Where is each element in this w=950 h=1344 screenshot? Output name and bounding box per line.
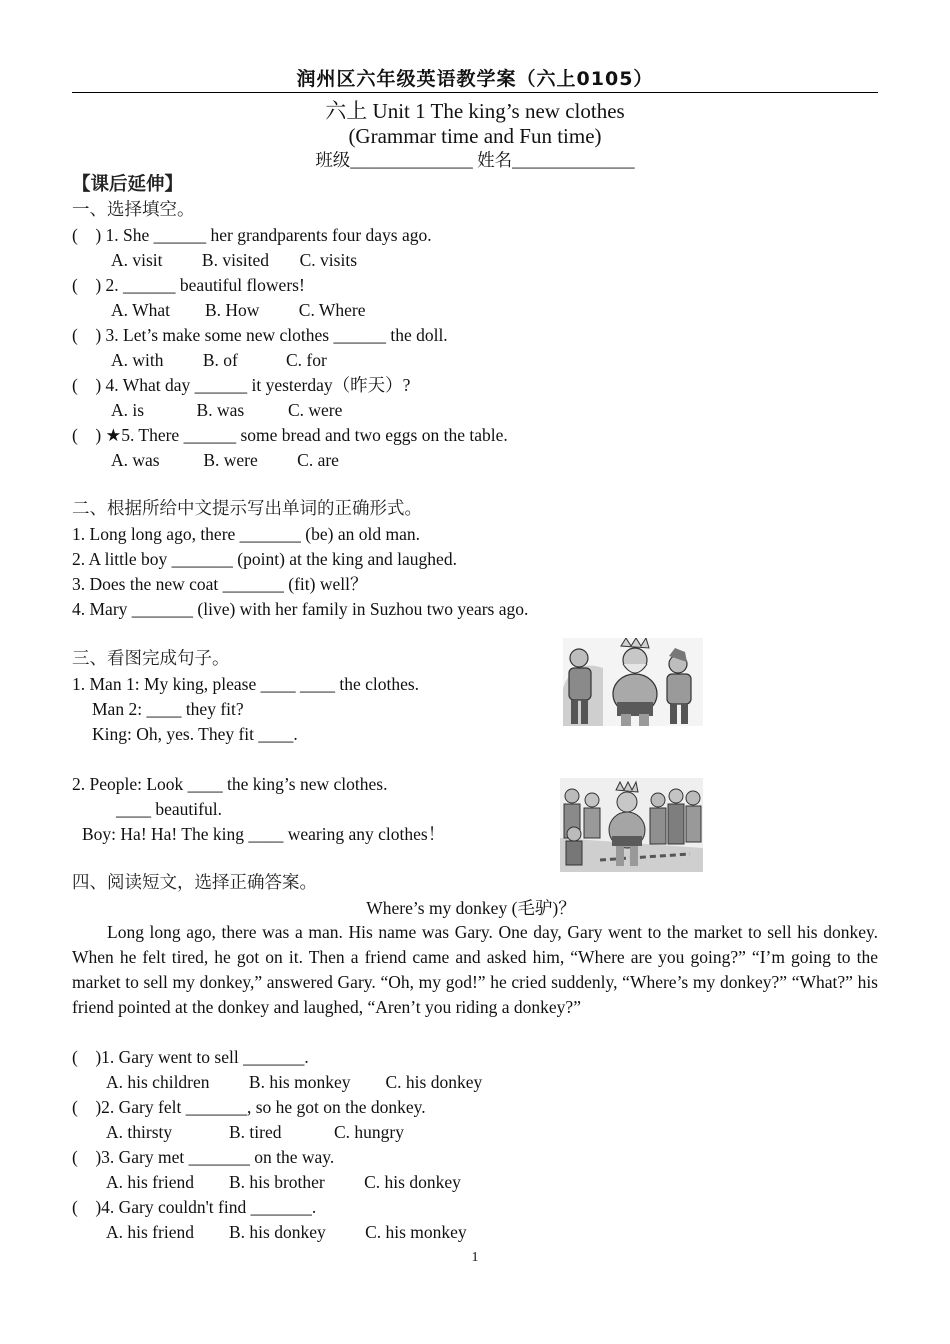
class-name-line: 班级______________ 姓名______________ <box>315 150 635 170</box>
story-paragraph: Long long ago, there was a man. His name was Gary. One day, Gary went to the market to sell his donkey. When he felt tired, he got on it. Then a friend came and asked him, “Where are you going?” “I’m going to the market to sell my donkey,” answered Gary. “Oh, my god!” he cried suddenly, “Where’s my donkey?” “What?” his friend pointed at the donkey and laughed, “Aren’t you riding a donkey?” <box>72 922 878 1017</box>
part3-heading: 三、看图完成句子。 <box>72 649 230 669</box>
read-q1-options: A. his children B. his monkey C. his donkey <box>106 1072 483 1092</box>
person-right2-head <box>669 789 683 803</box>
read-q4-options: A. his friend B. his donkey C. his monkey <box>106 1222 467 1242</box>
header-rule <box>72 92 878 93</box>
q2-question: ( ) 2. ______ beautiful flowers! <box>72 275 305 295</box>
q3-question: ( ) 3. Let’s make some new clothes ______ the doll. <box>72 325 448 345</box>
read-q3-question: ( )3. Gary met _______ on the way. <box>72 1147 335 1167</box>
dialog1-line2: Man 2: ____ they fit? <box>92 699 244 719</box>
fill-item-2: 2. A little boy _______ (point) at the king and laughed. <box>72 549 457 569</box>
q2-options: A. What B. How C. Where <box>111 300 366 320</box>
dialog2-line3: Boy: Ha! Ha! The king ____ wearing any clothes！ <box>82 824 446 844</box>
part2-heading: 二、根据所给中文提示写出单词的正确形式。 <box>72 499 422 519</box>
story-title: Where’s my donkey (毛驴)？ <box>366 898 576 918</box>
section-main-heading: 【课后延伸】 <box>72 174 184 195</box>
dialog2-line1: 2. People: Look ____ the king’s new clothes. <box>72 774 388 794</box>
q4-options: A. is B. was C. were <box>111 400 343 420</box>
q1-question: ( ) 1. She ______ her grandparents four days ago. <box>72 225 432 245</box>
title-line-1: 六上 Unit 1 The king’s new clothes <box>325 99 625 123</box>
dialog1-line1: 1. Man 1: My king, please ____ ____ the clothes. <box>72 674 420 694</box>
read-q3-options: A. his friend B. his brother C. his donkey <box>106 1172 461 1192</box>
fill-item-4: 4. Mary _______ (live) with her family in Suzhou two years ago. <box>72 599 529 619</box>
person-right3-head <box>686 791 700 805</box>
page-number: 1 <box>471 1250 479 1265</box>
read-q4-question: ( )4. Gary couldn't find _______. <box>72 1197 317 1217</box>
king-fitting-illustration <box>563 638 703 726</box>
king-parade-illustration <box>560 778 703 872</box>
read-q2-question: ( )2. Gary felt _______, so he got on the donkey. <box>72 1097 426 1117</box>
part4-heading: 四、阅读短文，选择正确答案。 <box>72 873 317 893</box>
person-left2-head <box>585 793 599 807</box>
read-q2-options: A. thirsty B. tired C. hungry <box>106 1122 404 1142</box>
person-left-head <box>565 789 579 803</box>
parade-king-head <box>617 792 637 812</box>
person-right1-head <box>651 793 665 807</box>
left-man-head <box>570 649 588 667</box>
q5-question: ( ) ★5. There ______ some bread and two eggs on the table. <box>72 425 508 445</box>
q1-options: A. visit B. visited C. visits <box>111 250 357 270</box>
part1-heading: 一、选择填空。 <box>72 200 195 220</box>
q4-question: ( ) 4. What day ______ it yesterday（昨天）? <box>72 375 411 395</box>
boy-head <box>567 827 581 841</box>
q3-options: A. with B. of C. for <box>111 350 327 370</box>
fill-item-1: 1. Long long ago, there _______ (be) an old man. <box>72 524 420 544</box>
q5-options: A. was B. were C. are <box>111 450 339 470</box>
worksheet-header: 润州区六年级英语教学案（六上0105） <box>296 68 654 90</box>
dialog2-line2: ____ beautiful. <box>116 799 222 819</box>
dialog1-line3: King: Oh, yes. They fit ____. <box>92 724 298 744</box>
title-line-2: (Grammar time and Fun time) <box>348 124 602 148</box>
read-q1-question: ( )1. Gary went to sell _______. <box>72 1047 309 1067</box>
fill-item-3: 3. Does the new coat _______ (fit) well？ <box>72 574 368 594</box>
